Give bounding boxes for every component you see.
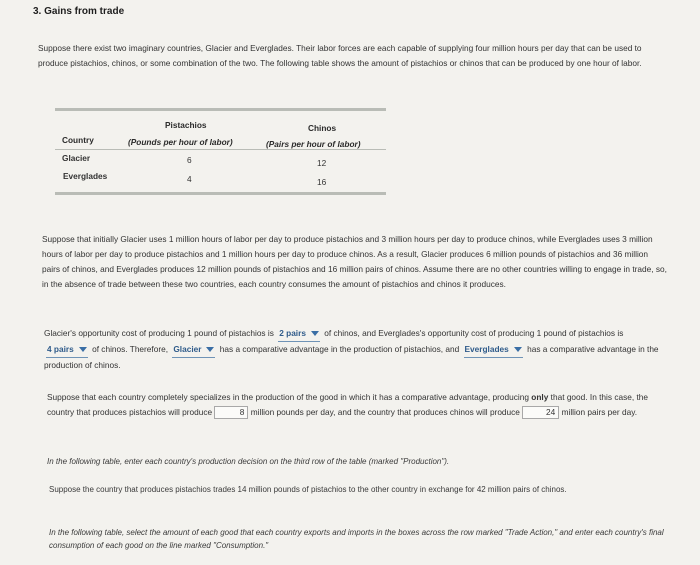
q1-text-5: has a comparative advantage in the production of chinos.: [44, 344, 659, 370]
header-pistachios-unit: (Pounds per hour of labor): [128, 137, 233, 147]
specialization-question: [47, 390, 672, 420]
row-everglades-chinos: 16: [317, 177, 327, 187]
table-top-rule: [55, 108, 386, 111]
q2-text-1: Suppose that each country completely specializes in the production of the good in which it has a comparative advantage, producing: [47, 392, 529, 402]
table-header-rule: [55, 149, 386, 150]
opportunity-cost-question: [44, 326, 669, 373]
q1-text-3: of chinos. Therefore,: [92, 344, 169, 354]
productivity-table: [55, 108, 386, 194]
q2-text-4: million pairs per day.: [561, 407, 638, 417]
chevron-down-icon: [79, 347, 87, 352]
production-instruction: In the following table, enter each country's production decision on the third row of the table (marked "Production").: [47, 457, 450, 466]
q1-text-1: Glacier's opportunity cost of producing 1 pound of pistachios is: [44, 328, 274, 338]
row-glacier-chinos: 12: [317, 158, 327, 168]
chino-advantage-dropdown[interactable]: Everglades: [464, 342, 523, 358]
row-glacier-country: Glacier: [62, 153, 91, 163]
trade-table-instruction: In the following table, select the amount of each good that each country exports and imports in the boxes across the row marked "Trade Action," and enter each country's final consumption of each good on the line marked "Consumption.": [49, 528, 664, 550]
row-glacier-pistachios: 6: [187, 155, 192, 165]
q2-text-3: million pounds per day, and the country that produces chinos will produce: [250, 407, 520, 417]
trade-description: Suppose the country that produces pistachios trades 14 million pounds of pistachios to the other country in exchange for 42 million pairs of chinos.: [49, 485, 567, 494]
header-country: Country: [62, 135, 94, 145]
row-everglades-pistachios: 4: [187, 174, 192, 184]
everglades-opportunity-cost-dropdown[interactable]: 4 pairs: [46, 342, 88, 358]
header-chinos: Chinos: [308, 123, 337, 133]
pistachio-advantage-dropdown[interactable]: Glacier: [172, 342, 215, 358]
chevron-down-icon: [206, 347, 214, 352]
q1-text-2: of chinos, and Everglades's opportunity cost of producing 1 pound of pistachios is: [324, 328, 624, 338]
row-everglades-country: Everglades: [63, 171, 108, 181]
chevron-down-icon: [514, 347, 522, 352]
table-bottom-rule: [55, 192, 386, 195]
chevron-down-icon: [311, 331, 319, 336]
q2-text-2: that good. In this case, the country that produces pistachios will produce: [47, 392, 648, 417]
q1-text-4: has a comparative advantage in the production of pistachios, and: [219, 344, 460, 354]
scenario-paragraph: Suppose that initially Glacier uses 1 million hours of labor per day to produce pistachios and 3 million hours per day to produce chinos, while Everglades uses 3 million hours of labor per day to produce pistachios and 1 million hours per day to produce chinos. As a result, Glacier produces 6 million pounds of pistachios and 36 million pairs of chinos, and Everglades produces 12 million pounds of pistachios and 16 million pairs of chinos. Assume there are no other countries willing to engage in trade, so, in the absence of trade between these two countries, each country consumes the amount of pistachios and chinos it produces.: [42, 234, 667, 289]
glacier-opportunity-cost-dropdown[interactable]: 2 pairs: [278, 326, 320, 342]
pistachio-output-input[interactable]: 8: [214, 406, 248, 419]
q2-bold-only: only: [531, 392, 549, 402]
chino-output-input[interactable]: 24: [522, 406, 559, 419]
header-pistachios: Pistachios: [165, 120, 207, 130]
section-heading: 3. Gains from trade: [33, 6, 125, 17]
header-chinos-unit: (Pairs per hour of labor): [266, 139, 361, 149]
intro-paragraph: Suppose there exist two imaginary countries, Glacier and Everglades. Their labor forces are each capable of supplying four million hours per day that can be used to produce pistachios, chinos, or some combination of the two. The following table shows the amount of pistachios or chinos that can be produced by one hour of labor.: [38, 43, 642, 68]
